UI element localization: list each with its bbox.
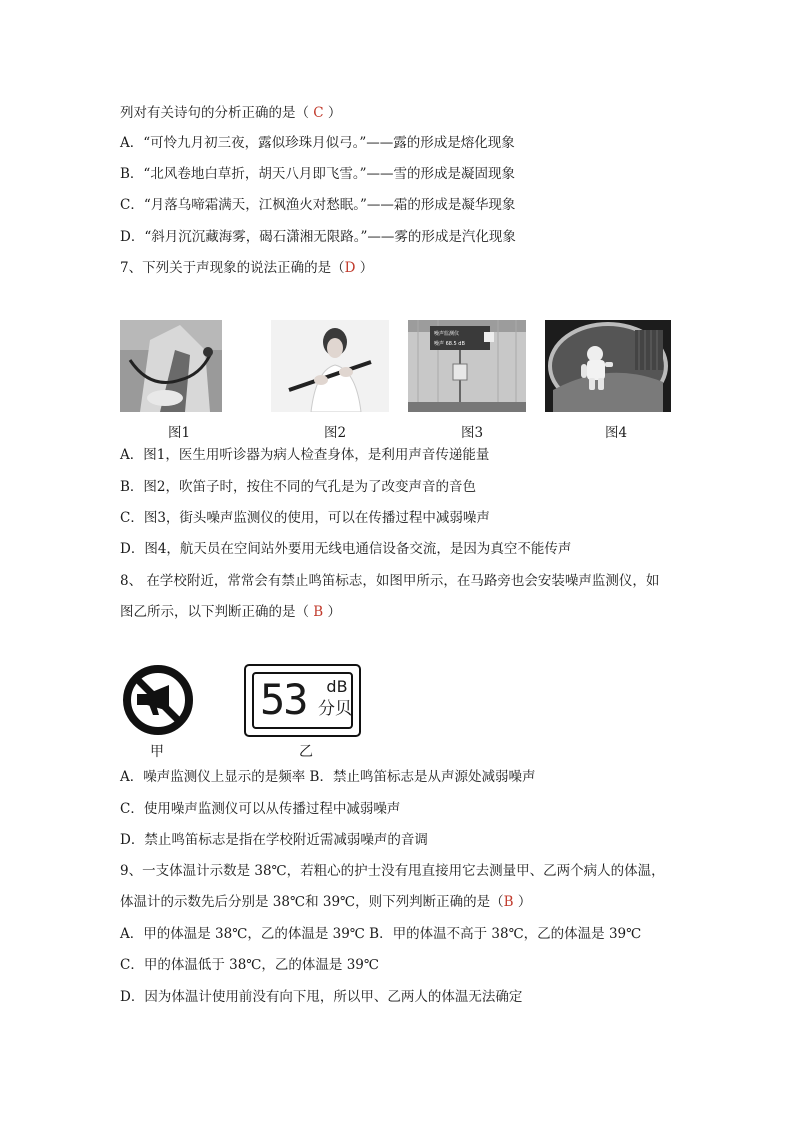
q6-option-d: D．“斜月沉沉藏海雾，碣石潇湘无限路。”——雾的形成是汽化现象	[120, 229, 516, 245]
q6-option-c: C．“月落乌啼霜满天，江枫渔火对愁眠。”——霜的形成是凝华现象	[120, 197, 516, 213]
q9-stem-line2	[120, 893, 531, 911]
q7-answer: D	[344, 260, 356, 276]
q8-option-d: D．禁止鸣笛标志是指在学校附近需减弱噪声的音调	[120, 832, 428, 848]
figure-1-caption: 图1	[167, 425, 191, 441]
q6-stem-text: 列对有关诗句的分析正确的是（	[120, 105, 314, 121]
q6-option-b: B．“北风卷地白草折，胡天八月即飞雪。”——雪的形成是凝固现象	[120, 166, 515, 182]
figure-4-astronaut-photo	[545, 320, 671, 412]
figure-2-caption: 图2	[323, 425, 347, 441]
q8-option-ab: A．噪声监测仪上显示的是频率 B．禁止鸣笛标志是从声源处减弱噪声	[120, 769, 536, 785]
q9-stem-line1: 9、一支体温计示数是 38℃，若粗心的护士没有甩直接用它去测量甲、乙两个病人的体温，	[120, 863, 665, 879]
figure-3-monitor-title: 噪声监测仪	[434, 331, 460, 337]
q8-stem-line2-text: 图乙所示，以下判断正确的是（	[120, 604, 314, 620]
q7-option-b: B．图2，吹笛子时，按住不同的气孔是为了改变声音的音色	[120, 479, 477, 495]
figure-2-flute-photo	[271, 320, 389, 412]
q7-option-d: D．图4，航天员在空间站外要用无线电通信设备交流，是因为真空不能传声	[120, 541, 572, 557]
q7-stem-end: ）	[355, 260, 374, 276]
q7-option-c: C．图3，街头噪声监测仪的使用，可以在传播过程中减弱噪声	[120, 510, 490, 526]
figure-1-stethoscope-photo	[120, 320, 222, 412]
q8-stem-line2	[120, 603, 341, 621]
no-horn-sign-icon	[121, 663, 195, 737]
q9-stem-line2-end: ）	[513, 894, 532, 910]
q6-stem-end: ）	[323, 105, 342, 121]
label-jia: 甲	[150, 744, 164, 760]
q9-answer: B	[503, 894, 514, 910]
figure-3-monitor-reading: 噪声 68.5 dB	[434, 341, 465, 347]
q9-option-c: C．甲的体温低于 38℃，乙的体温是 39℃	[120, 957, 379, 973]
q8-option-c: C．使用噪声监测仪可以从传播过程中减弱噪声	[120, 801, 401, 817]
q8-answer: B	[313, 604, 324, 620]
noise-display-unit-db: dB	[326, 677, 348, 696]
q6-stem	[120, 104, 341, 122]
q7-stem-text: 7、下列关于声现象的说法正确的是（	[120, 260, 345, 276]
q9-option-ab: A．甲的体温是 38℃，乙的体温是 39℃ B．甲的体温不高于 38℃，乙的体温是 39℃	[120, 926, 642, 942]
noise-display	[244, 664, 361, 737]
q7-stem	[120, 259, 373, 277]
figure-3-noise-monitor-photo	[408, 320, 526, 412]
q8-stem-line2-end: ）	[323, 604, 342, 620]
noise-display-unit-fenbei: 分贝	[318, 699, 352, 719]
figure-3-caption: 图3	[460, 425, 484, 441]
figure-4-caption: 图4	[604, 425, 628, 441]
q8-stem-line1: 8、 在学校附近，常常会有禁止鸣笛标志，如图甲所示，在马路旁也会安装噪声监测仪，如	[120, 573, 660, 589]
label-yi: 乙	[299, 744, 313, 760]
q9-option-d: D．因为体温计使用前没有向下甩，所以甲、乙两人的体温无法确定	[120, 989, 523, 1005]
q6-option-a: A．“可怜九月初三夜，露似珍珠月似弓。”——露的形成是熔化现象	[120, 135, 515, 151]
q9-stem-line2-text: 体温计的示数先后分别是 38℃和 39℃，则下列判断正确的是（	[120, 894, 504, 910]
noise-display-number: 53	[260, 675, 307, 724]
q6-answer: C	[313, 105, 324, 121]
q7-option-a: A．图1，医生用听诊器为病人检查身体，是利用声音传递能量	[120, 447, 490, 463]
